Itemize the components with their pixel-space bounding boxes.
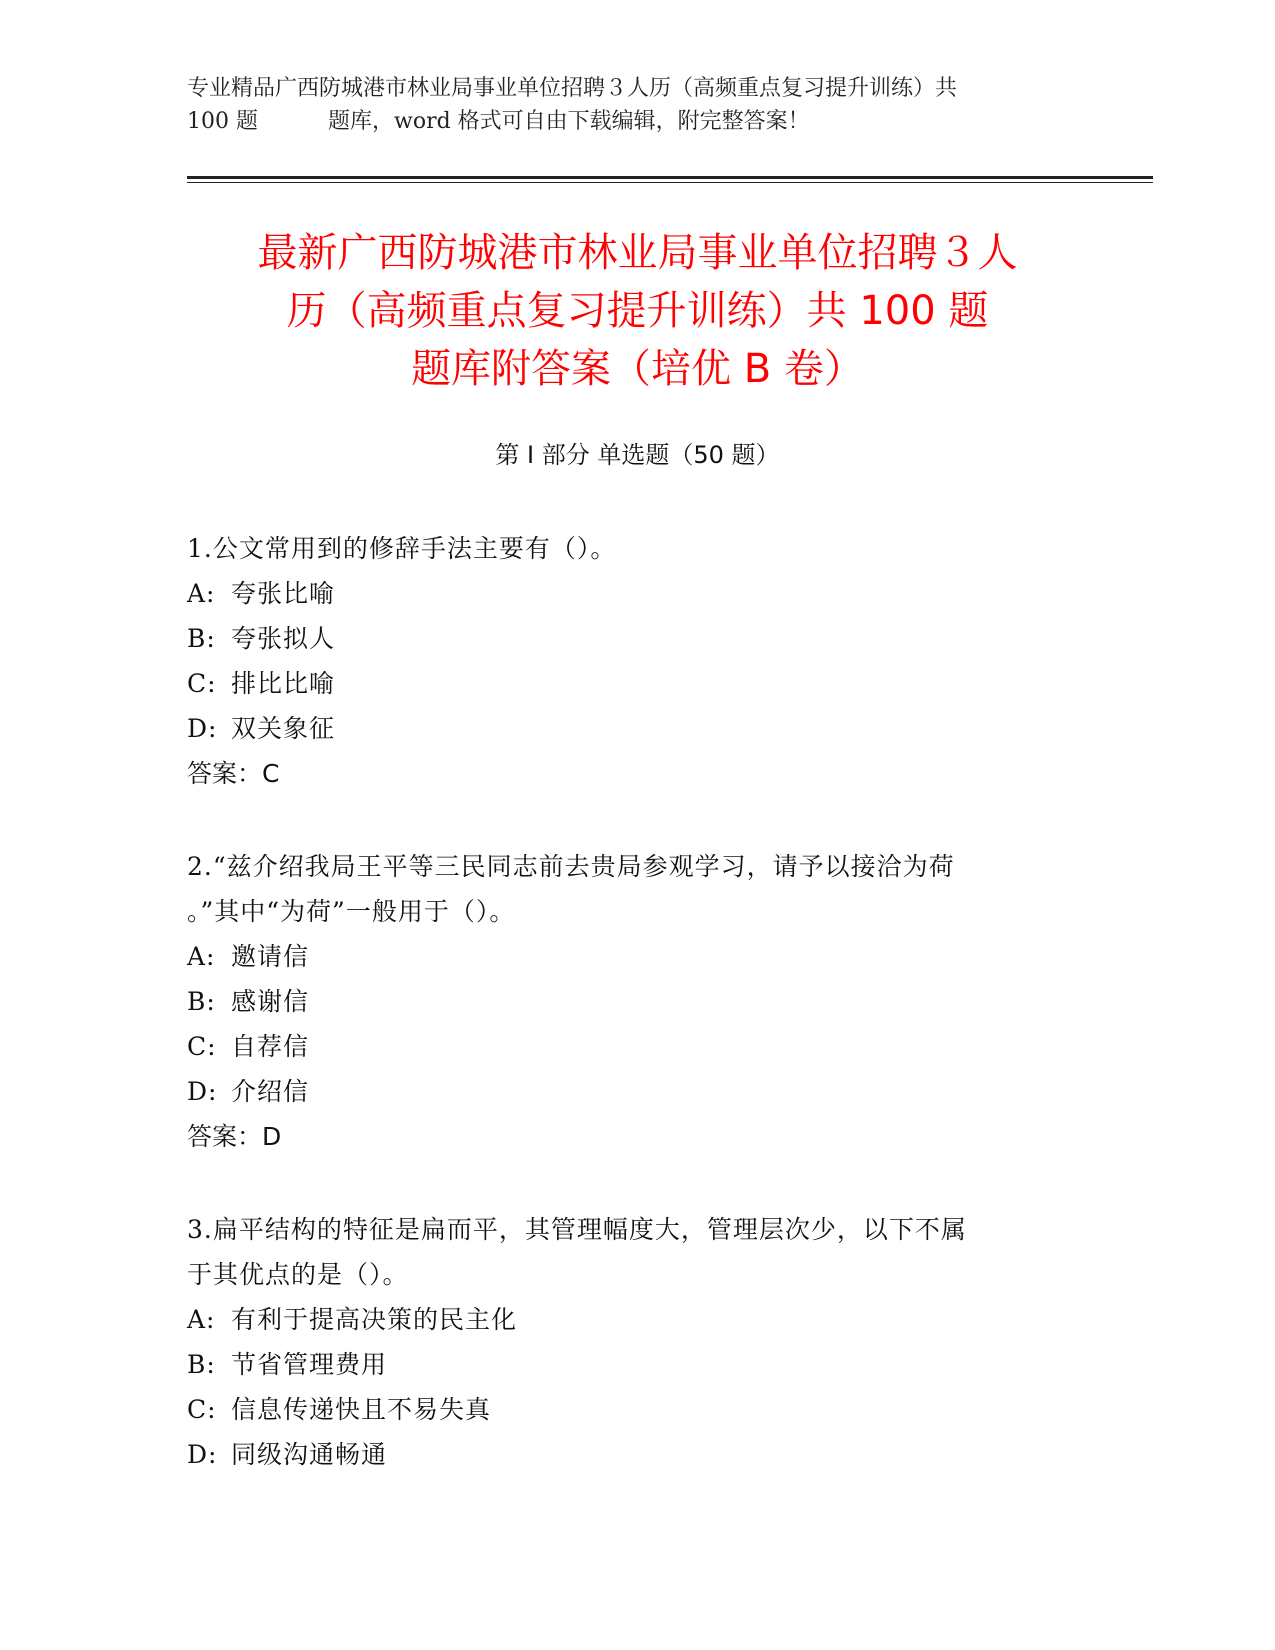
header-line-1: 专业精品广西防城港市林业局事业单位招聘３人历（高频重点复习提升训练）共	[187, 76, 958, 101]
question-3	[187, 1207, 1057, 1477]
question-1	[187, 526, 1057, 796]
option-text: 夸张比喻	[231, 579, 336, 608]
question-stem-line-2: 于其优点的是（）。	[187, 1260, 409, 1289]
title-line-1: 最新广西防城港市林业局事业单位招聘３人	[257, 230, 1018, 276]
question-stem: 1.公文常用到的修辞手法主要有（）。	[187, 534, 617, 563]
option-key: A:	[187, 942, 216, 971]
option-b	[187, 616, 1057, 661]
option-key: C:	[187, 1395, 217, 1424]
option-key: A:	[187, 1305, 216, 1334]
page-header	[187, 72, 1067, 138]
option-text: 双关象征	[231, 714, 336, 743]
answer: 答案：D	[187, 1122, 282, 1151]
header-line-2	[187, 105, 1067, 138]
option-key: C:	[187, 669, 217, 698]
option-key: D:	[187, 714, 218, 743]
answer: 答案：C	[187, 759, 280, 788]
option-b	[187, 979, 1057, 1024]
option-text: 感谢信	[231, 987, 310, 1016]
option-text: 有利于提高决策的民主化	[231, 1305, 518, 1334]
question-2	[187, 844, 1057, 1159]
header-line-2-left: 100 题	[187, 109, 258, 134]
header-line-2-right: 题库，word 格式可自由下载编辑，附完整答案！	[328, 109, 810, 134]
option-text: 介绍信	[231, 1077, 310, 1106]
option-a	[187, 571, 1057, 616]
option-key: B:	[187, 624, 216, 653]
option-text: 同级沟通畅通	[231, 1440, 388, 1469]
option-c	[187, 1024, 1057, 1069]
option-text: 邀请信	[231, 942, 310, 971]
option-a	[187, 1297, 1057, 1342]
option-key: C:	[187, 1032, 217, 1061]
option-key: B:	[187, 1350, 216, 1379]
option-key: D:	[187, 1440, 218, 1469]
header-rule-thick	[187, 176, 1153, 179]
question-stem-line-2: 。”其中“为荷”一般用于（）。	[187, 897, 516, 926]
document-title	[150, 224, 1125, 398]
option-c	[187, 1387, 1057, 1432]
option-text: 排比比喻	[231, 669, 336, 698]
title-line-2: 历（高频重点复习提升训练）共 100 题	[286, 288, 989, 334]
option-a	[187, 934, 1057, 979]
option-d	[187, 1432, 1057, 1477]
option-d	[187, 706, 1057, 751]
option-b	[187, 1342, 1057, 1387]
question-list	[187, 526, 1057, 1525]
title-line-3: 题库附答案（培优 B 卷）	[411, 346, 864, 392]
option-text: 信息传递快且不易失真	[231, 1395, 492, 1424]
option-key: D:	[187, 1077, 218, 1106]
option-text: 夸张拟人	[231, 624, 336, 653]
section-title: 第 I 部分 单选题（50 题）	[495, 441, 780, 469]
option-text: 节省管理费用	[231, 1350, 388, 1379]
header-rule-thin	[187, 182, 1153, 183]
option-key: A:	[187, 579, 216, 608]
option-key: B:	[187, 987, 216, 1016]
question-stem-line-1: 3.扁平结构的特征是扁而平，其管理幅度大，管理层次少，以下不属	[187, 1215, 967, 1244]
option-c	[187, 661, 1057, 706]
option-d	[187, 1069, 1057, 1114]
option-text: 自荐信	[231, 1032, 310, 1061]
question-stem-line-1: 2.“兹介绍我局王平等三民同志前去贵局参观学习，请予以接洽为荷	[187, 852, 955, 881]
